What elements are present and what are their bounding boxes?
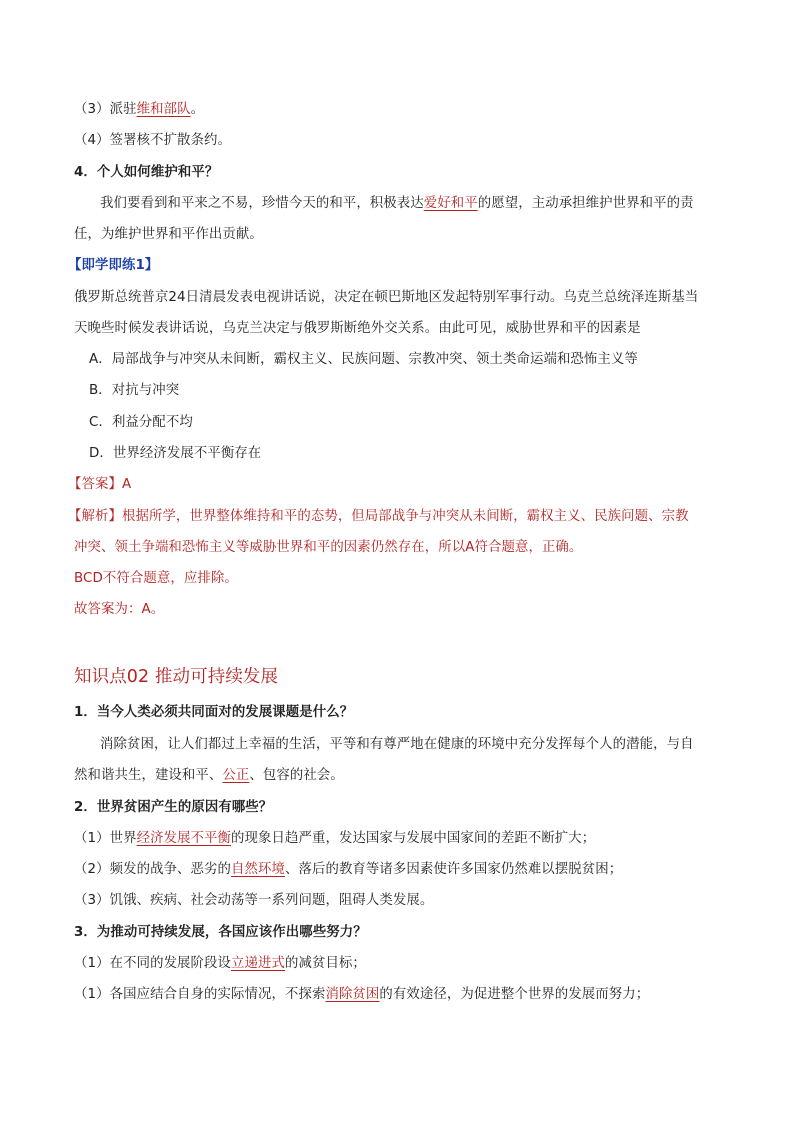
practice-question-line: 俄罗斯总统普京24日清晨发表电视讲话说，决定在顿巴斯地区发起特别军事行动。乌克兰总统泽连斯基当 xyxy=(74,290,699,305)
option-d: D．世界经济发展不平衡存在 xyxy=(89,446,262,461)
practice-label: 【即学即练1】 xyxy=(68,258,159,273)
punct: 。 xyxy=(190,102,205,117)
section-heading: 知识点02 推动可持续发展 xyxy=(74,667,279,687)
list-item-3 xyxy=(74,100,204,120)
analysis-line xyxy=(68,507,689,527)
paragraph-text: 然和谐共生，建设和平、 xyxy=(74,768,223,783)
list-text: （1）世界 xyxy=(74,831,137,846)
list-text: 、落后的教育等诸多因素使许多国家仍然难以摆脱贫困； xyxy=(284,862,623,877)
paragraph-line xyxy=(100,194,694,214)
list-item xyxy=(74,829,595,849)
list-item xyxy=(74,860,622,880)
key-term: 爱好和平 xyxy=(423,196,478,211)
list-text: （1）各国应结合自身的实际情况，不探索 xyxy=(74,987,326,1002)
list-text: 的减贫目标； xyxy=(284,956,366,971)
analysis-line: 冲突、领土争端和恐怖主义等威胁世界和平的因素仍然存在，所以A符合题意，正确。 xyxy=(74,540,583,555)
list-text: （1）在不同的发展阶段设 xyxy=(74,956,232,971)
list-item-4: （4）签署核不扩散条约。 xyxy=(74,133,232,148)
key-term: 自然环境 xyxy=(231,862,285,877)
analysis-label: 【解析】 xyxy=(68,509,122,524)
paragraph-line xyxy=(74,766,344,786)
option-b: B．对抗与冲突 xyxy=(89,383,180,398)
paragraph-text: 、包容的社会。 xyxy=(249,768,344,783)
practice-question-line: 天晚些时候发表讲话说，乌克兰决定与俄罗斯断绝外交关系。由此可见，威胁世界和平的因素是 xyxy=(74,321,641,336)
paragraph-line: 任，为维护世界和平作出贡献。 xyxy=(74,227,263,242)
option-c: C．利益分配不均 xyxy=(89,415,193,430)
list-text: 的有效途径，为促进整个世界的发展而努力； xyxy=(379,987,650,1002)
paragraph-text: 的愿望，主动承担维护世界和平的责 xyxy=(477,196,694,211)
key-term: 消除贫困 xyxy=(325,987,380,1002)
answer: 【答案】A xyxy=(68,477,132,492)
paragraph-line: 消除贫困，让人们都过上幸福的生活，平等和有尊严地在健康的环境中充分发挥每个人的潜能，与自 xyxy=(100,737,694,752)
option-a: A．局部战争与冲突从未间断，霸权主义、民族问题、宗教冲突、领土类命运端和恐怖主义等 xyxy=(89,352,638,367)
list-text: 的现象日趋严重，发达国家与发展中国家间的差距不断扩大； xyxy=(231,831,596,846)
list-item-3-text: （3）派驻 xyxy=(74,102,137,117)
question-2: 2．世界贫困产生的原因有哪些？ xyxy=(74,800,273,815)
question-3: 3．为推动可持续发展，各国应该作出哪些努力？ xyxy=(74,925,367,940)
key-term: 维和部队 xyxy=(136,102,191,117)
list-text: （2）频发的战争、恶劣的 xyxy=(74,862,232,877)
conclusion: 故答案为：A。 xyxy=(74,602,165,617)
paragraph-text: 我们要看到和平来之不易，珍惜今天的和平，积极表达 xyxy=(100,196,424,211)
list-item: （3）饥饿、疾病、社会动荡等一系列问题，阻碍人类发展。 xyxy=(74,893,434,908)
question-4: 4．个人如何维护和平？ xyxy=(74,165,219,180)
key-term: 公正 xyxy=(222,768,250,783)
question-1: 1．当今人类必须共同面对的发展课题是什么？ xyxy=(74,705,354,720)
analysis-text: 根据所学，世界整体维持和平的态势，但局部战争与冲突从未间断，霸权主义、民族问题、宗教 xyxy=(121,509,689,524)
key-term: 经济发展不平衡 xyxy=(136,831,232,846)
analysis-line: BCD不符合题意，应排除。 xyxy=(74,571,238,586)
list-item xyxy=(74,954,366,974)
key-term: 立递进式 xyxy=(231,956,285,971)
list-item xyxy=(74,985,649,1005)
